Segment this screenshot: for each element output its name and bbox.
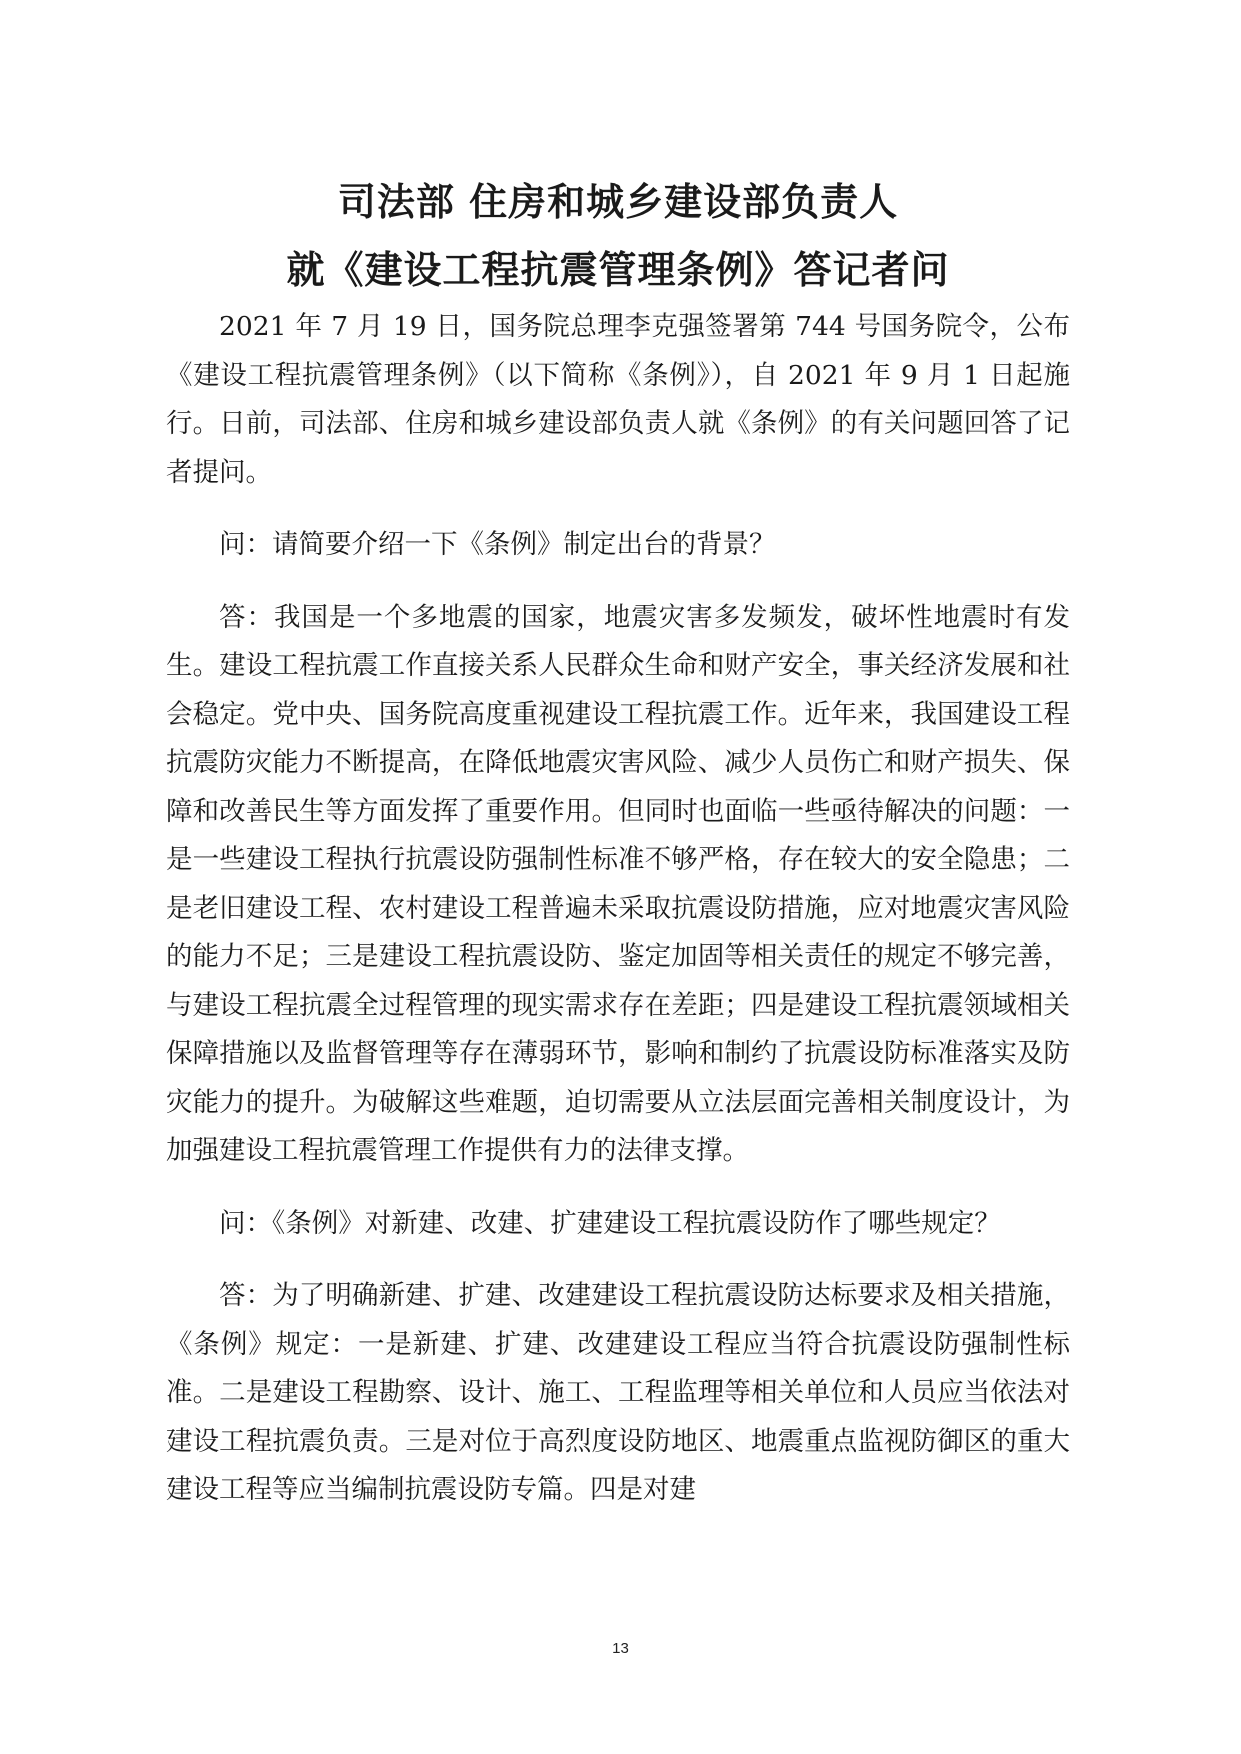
title-line-1: 司法部 住房和城乡建设部负责人 bbox=[337, 180, 899, 224]
question-1: 问：请简要介绍一下《条例》制定出台的背景？ bbox=[219, 529, 776, 560]
intro-paragraph: 2021 年 7 月 19 日，国务院总理李克强签署第 744 号国务院令，公布《建设工程抗震管理条例》（以下简称《条例》），自 2021 年 9 月 1 日起施行。日前，司法部、住房和城乡建设部负责人就《条例》的有关问题回答了记者提问。 bbox=[166, 311, 1070, 488]
question-2: 问：《条例》对新建、改建、扩建建设工程抗震设防作了哪些规定？ bbox=[219, 1207, 1001, 1239]
answer-1: 答：我国是一个多地震的国家，地震灾害多发频发，破坏性地震时有发生。建设工程抗震工作直接关系人民群众生命和财产安全，事关经济发展和社会稳定。党中央、国务院高度重视建设工程抗震工作。近年来，我国建设工程抗震防灾能力不断提高，在降低地震灾害风险、减少人员伤亡和财产损失、保障和改善民生等方面发挥了重要作用。但同时也面临一些亟待解决的问题：一是一些建设工程执行抗震设防强制性标准不够严格，存在较大的安全隐患；二是老旧建设工程、农村建设工程普遍未采取抗震设防措施，应对地震灾害风险的能力不足；三是建设工程抗震设防、鉴定加固等相关责任的规定不够完善，与建设工程抗震全过程管理的现实需求存在差距；四是建设工程抗震领域相关保障措施以及监督管理等存在薄弱环节，影响和制约了抗震设防标准落实及防灾能力的提升。为破解这些难题，迫切需要从立法层面完善相关制度设计，为加强建设工程抗震管理工作提供有力的法律支撑。 bbox=[166, 601, 1070, 1166]
page-number: 13 bbox=[612, 1640, 629, 1657]
document-title bbox=[160, 168, 1076, 304]
document-body bbox=[166, 303, 1070, 1539]
answer-2: 答：为了明确新建、扩建、改建建设工程抗震设防达标要求及相关措施，《条例》规定：一是新建、扩建、改建建设工程应当符合抗震设防强制性标准。二是建设工程勘察、设计、施工、工程监理等相关单位和人员应当依法对建设工程抗震负责。三是对位于高烈度设防地区、地震重点监视防御区的重大建设工程等应当编制抗震设防专篇。四是对建 bbox=[166, 1280, 1070, 1505]
title-line-2: 就《建设工程抗震管理条例》答记者问 bbox=[286, 248, 950, 292]
